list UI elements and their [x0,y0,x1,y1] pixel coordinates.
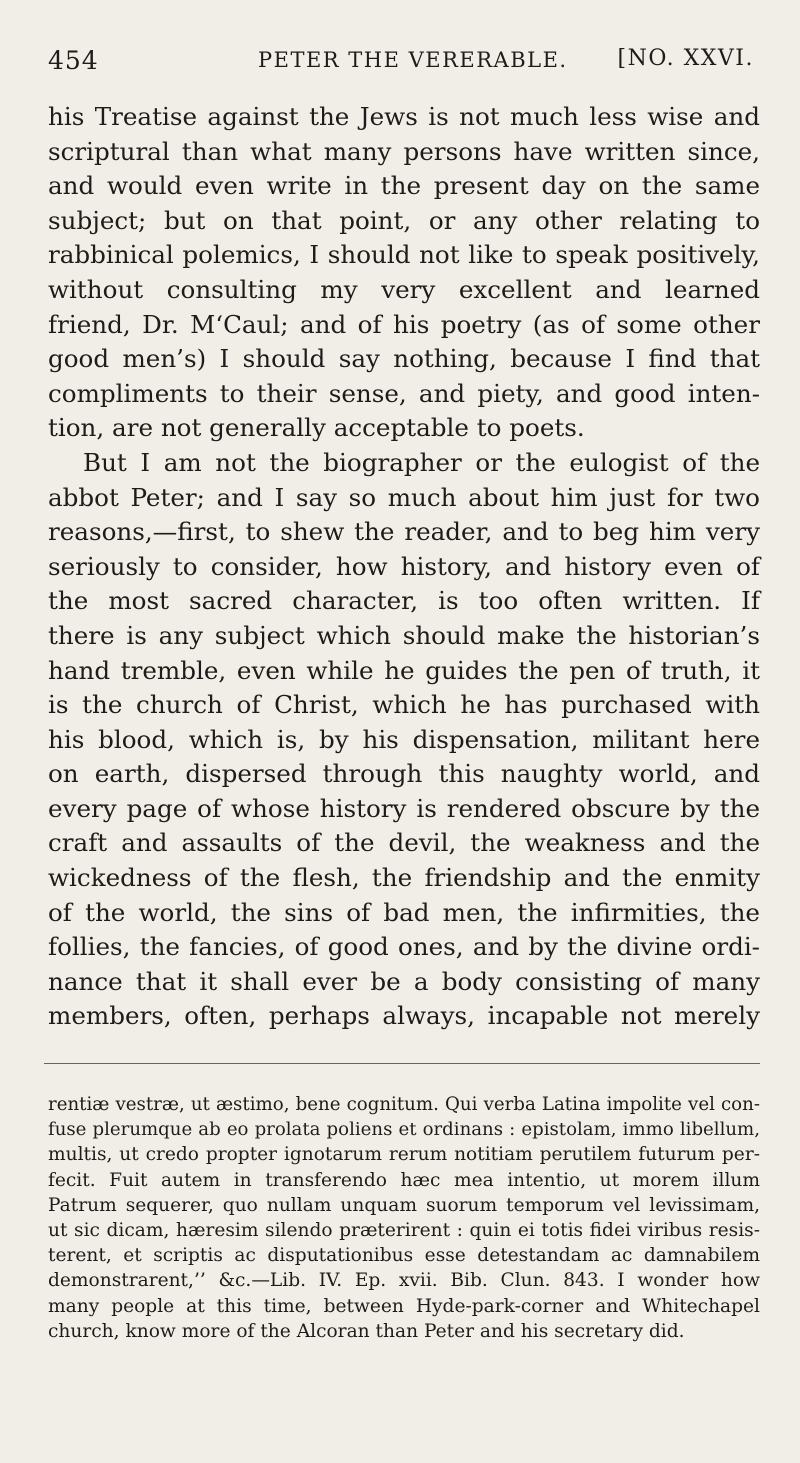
text-line: subject; but on that point, or any other relating to [48,205,760,235]
footnote-line: Patrum sequerer, quo nullam unquam suorum temporum vel levissimam, [48,1194,760,1216]
text-line: there is any subject which should make the historian’s [48,620,760,650]
footnote-divider [44,1063,760,1064]
footnote-line: many people at this time, between Hyde-park-corner and Whitechapel [48,1295,760,1317]
text-line: reasons,—first, to shew the reader, and to beg him very [48,517,760,547]
text-line: the most sacred character, is too often written. If [48,586,760,616]
text-line: follies, the fancies, of good ones, and by the divine ordi- [48,932,760,962]
text-line: scriptural than what many persons have written since, [48,136,760,166]
footnote-line: church, know more of the Alcoran than Peter and his secretary did. [48,1320,685,1342]
text-line: and would even write in the present day on the same [48,171,760,201]
text-line: tion, are not generally acceptable to poets. [48,413,585,443]
text-line: nance that it shall ever be a body consisting of many [48,966,760,996]
footnote-line: fuse plerumque ab eo prolata poliens et ordinans : epistolam, immo libellum, [48,1119,760,1141]
footnote-line: terent, et scriptis ac disputationibus esse detestandam ac damnabilem [48,1245,760,1267]
running-head [48,46,758,76]
footnote-line: multis, ut credo propter ignotarum rerum notitiam perutilem futurum per- [48,1144,760,1166]
footnote-line: rentiæ vestræ, ut æstimo, bene cognitum. Qui verba Latina impolite vel con- [48,1094,760,1115]
footnote-line: fecit. Fuit autem in transferendo hæc mea intentio, ut morem illum [48,1169,760,1191]
text-line: on earth, dispersed through this naughty world, and [48,759,760,789]
text-line: craft and assaults of the devil, the weakness and the [48,828,760,858]
text-line: is the church of Christ, which he has purchased with [48,690,760,720]
text-line: rabbinical polemics, I should not like to speak positively, [48,240,760,270]
footnote [48,1092,760,1344]
text-line: his blood, which is, by his dispensation, militant here [48,724,760,754]
main-text [48,100,760,1034]
text-line: hand tremble, even while he guides the pen of truth, it [48,655,760,685]
text-line: friend, Dr. M‘Caul; and of his poetry (as of some other [48,309,760,339]
running-title: PETER THE VERERABLE. [258,48,568,72]
text-line: But I am not the biographer or the eulogist of the [83,447,760,477]
page-number: 454 [48,46,99,75]
text-line: members, often, perhaps always, incapable not merely [48,1001,760,1031]
text-line: without consulting my very excellent and learned [48,274,760,304]
issue-number: [NO. XXVI. [617,46,754,71]
text-line: wickedness of the flesh, the friendship and the enmity [48,863,760,893]
text-line: abbot Peter; and I say so much about him just for two [48,482,760,512]
text-line: his Treatise against the Jews is not much less wise and [48,102,760,131]
text-line: good men’s) I should say nothing, because I find that [48,344,760,374]
text-line: every page of whose history is rendered obscure by the [48,793,760,823]
text-line: seriously to consider, how history, and history even of [48,551,760,581]
text-line: of the world, the sins of bad men, the infirmities, the [48,897,760,927]
text-line: compliments to their sense, and piety, and good inten- [48,378,760,408]
footnote-line: demonstrarent,’’ &c.—Lib. IV. Ep. xvii. Bib. Clun. 843. I wonder how [48,1270,760,1292]
footnote-line: ut sic dicam, hæresim silendo præterirent : quin ei totis fidei viribus resis- [48,1219,760,1241]
